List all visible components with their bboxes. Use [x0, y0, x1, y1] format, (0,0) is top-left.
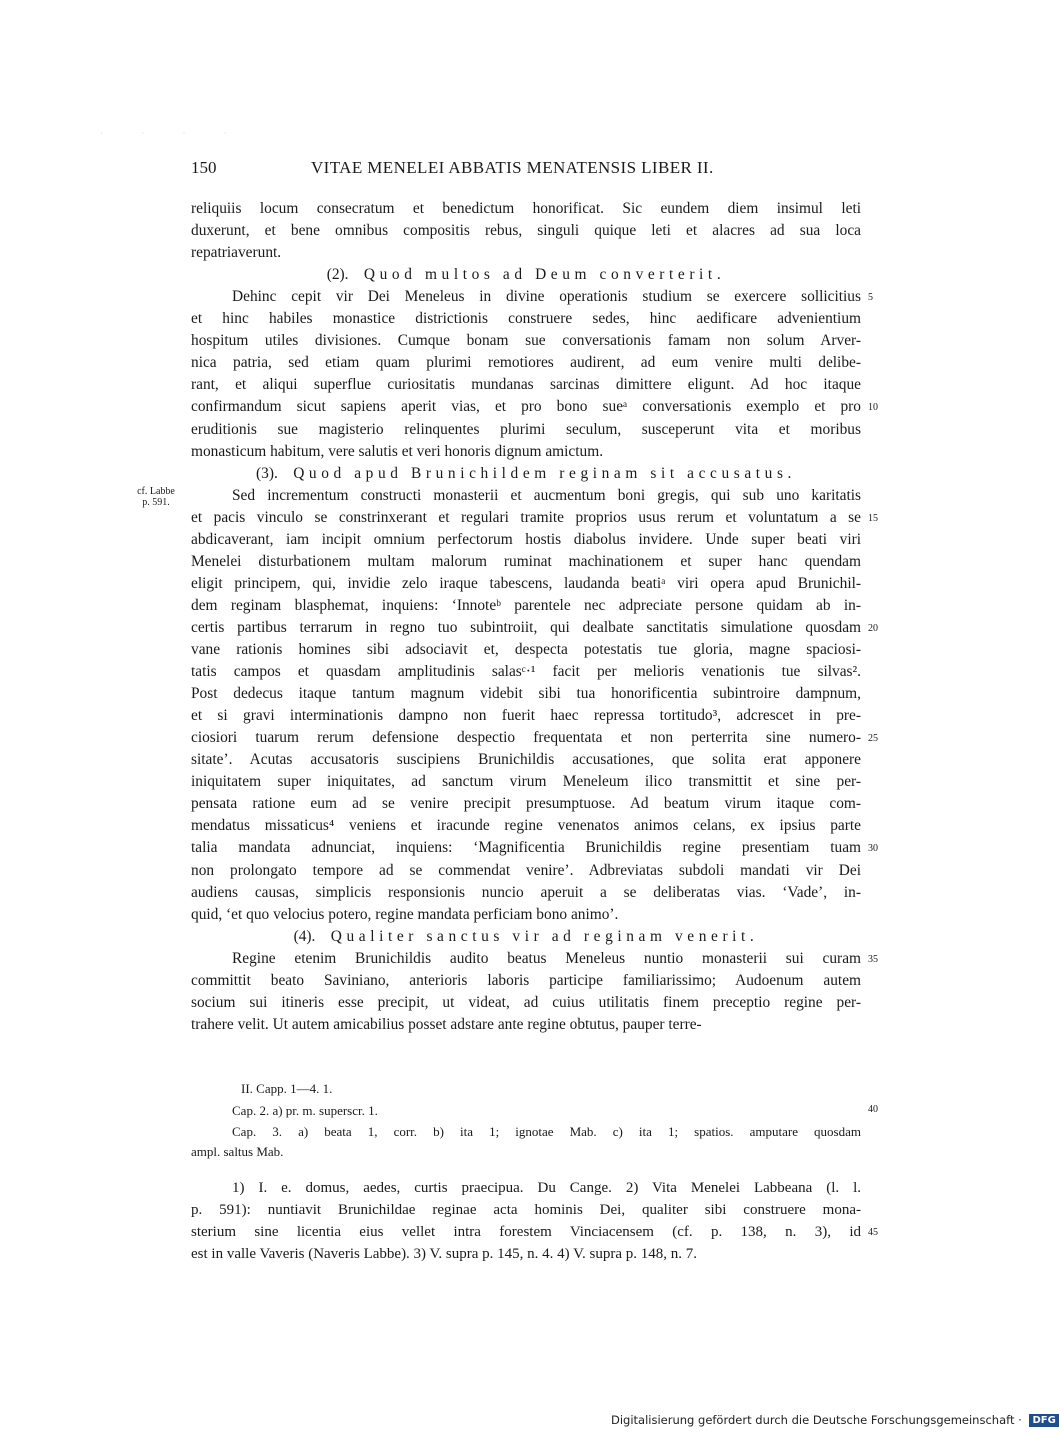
text-line: certis partibus terrarum in regno tuo subintroiit, qui dealbate sanctitatis simulatione quosdam: [191, 619, 861, 636]
text-line: rant, et aliqui superflue curiositatis mundanas sarcinas dimittere eligunt. Ad hoc itaque: [191, 376, 861, 393]
line-number: 15: [868, 513, 878, 524]
text-line: nica patria, sed etiam quam plurimi remotiores audirent, ad eum venire multi delibe-: [191, 354, 861, 371]
text-line: mendatus missaticus⁴ veniens et iracunde regine venenatos animos celans, ex ipsius parte: [191, 817, 861, 834]
text-line: Sed incrementum constructi monasterii et aucmentum boni gregis, qui sub uno karitatis: [232, 487, 861, 504]
line-number: 40: [868, 1104, 878, 1115]
section-title: Qualiter sanctus vir ad reginam venerit.: [330, 928, 759, 945]
section-heading: [191, 926, 861, 948]
text-line: confirmandum sicut sapiens aperit vias, et pro bono sueᵃ conversationis exemplo et pro: [191, 398, 861, 415]
text-line: eruditionis sue magisterio relinquentes plurimi seculum, susceperunt vita et moribus: [191, 421, 861, 438]
footnote-line: p. 591): nuntiavit Brunichildae reginae acta hominis Dei, qualiter sibi construere mona-: [191, 1202, 861, 1218]
text-line: tatis campos et quasdam amplitudinis salasᶜ·¹ facit per melioris venationis tue silvas².: [191, 663, 861, 680]
text-line: et si gravi interminationis dampno non fuerit haec repressa tortitudo³, adcrescet in pre-: [191, 707, 861, 724]
text-line: Regine etenim Brunichildis audito beatus Meneleus nuntio monasterii sui curam: [232, 950, 861, 967]
page-number: 150: [191, 158, 217, 177]
line-number: 30: [868, 843, 878, 854]
section-title: Quod apud Brunichildem reginam sit accusatus.: [293, 465, 796, 482]
text-line: hospitum utiles divisiones. Cumque bonam sue conversationis famam non solum Arver-: [191, 332, 861, 349]
footnote-line: 1) I. e. domus, aedes, curtis praecipua. Du Cange. 2) Vita Menelei Labbeana (l. l.: [232, 1180, 861, 1196]
apparatus-line: Cap. 3. a) beata 1, corr. b) ita 1; ignotae Mab. c) ita 1; spatios. amputare quosdam: [232, 1124, 861, 1139]
text-line: socium sui itineris esse precipit, ut videat, ad cuius utilitatis finem preceptio regine per-: [191, 994, 861, 1011]
text-line: Dehinc cepit vir Dei Meneleus in divine operationis studium se exercere sollicitius: [232, 288, 861, 305]
text-line: Post dedecus itaque tantum magnum videbit sibi tua honorificentia subintroire dampnum,: [191, 685, 861, 702]
line-number: 10: [868, 402, 878, 413]
section-heading: [191, 264, 861, 286]
text-line: abdicaverant, iam incipit omnium perfectorum hostis diabolus invidere. Unde super beati viri: [191, 531, 861, 548]
line-number: 20: [868, 623, 878, 634]
text-line: et pacis vinculo se constrinxerant et regulari tramite proprios usus rerum et voluntatum a se: [191, 509, 861, 526]
section-number: (2).: [326, 266, 349, 283]
dfg-logo: DFG: [1029, 1414, 1058, 1427]
text-line: committit beato Saviniano, anterioris laboris participe familiarissimo; Audoenum autem: [191, 972, 861, 989]
text-line: repatriaverunt.: [191, 244, 282, 261]
line-number: 25: [868, 733, 878, 744]
text-line: talia mandata adnunciat, inquiens: ‘Magnificentia Brunichildis regine presentiam tuam: [191, 839, 861, 856]
text-line: Menelei disturbationem multam malorum ruminat machinationem et super hanc quendam: [191, 553, 861, 570]
digitization-credit: [611, 1413, 1059, 1427]
apparatus-line: Cap. 2. a) pr. m. superscr. 1.: [232, 1103, 378, 1118]
apparatus-line: II. Capp. 1—4. 1.: [241, 1081, 333, 1096]
running-title: VITAE MENELEI ABBATIS MENATENSIS LIBER II.: [311, 158, 714, 177]
section-title: Quod multos ad Deum converterit.: [363, 266, 726, 283]
text-line: vane rationis homines sibi adsociavit et, despecta potestatis tue gloria, magne spaciosi-: [191, 641, 861, 658]
line-number: 5: [868, 292, 873, 303]
section-number: (3).: [256, 465, 278, 482]
apparatus-line: ampl. saltus Mab.: [191, 1144, 284, 1159]
text-line: monasticum habitum, vere salutis et veri honoris dignum amictum.: [191, 443, 604, 460]
section-heading: [191, 463, 861, 485]
text-line: reliquiis locum consecratum et benedictum honorificat. Sic eundem diem insimul leti: [191, 200, 861, 217]
text-line: dem reginam blasphemat, inquiens: ‘Innoteᵇ parentele nec adpreciate persone quidam ab in-: [191, 597, 861, 614]
text-line: audiens causas, simplicis responsionis nuncio aperuit a se deliberatas vias. ‘Vade’, in-: [191, 884, 861, 901]
running-head: [191, 158, 861, 184]
text-line: trahere velit. Ut autem amicabilius posset adstare ante regine obtutus, pauper terre-: [191, 1016, 702, 1033]
text-line: ciosiori tuarum rerum defensione despectio frequentata et non perterrita sine numero-: [191, 729, 861, 746]
margin-note: cf. Labbe p. 591.: [137, 486, 175, 508]
scan-specks: · · · ·: [100, 128, 245, 138]
footnote-line: est in valle Vaveris (Naveris Labbe). 3) V. supra p. 145, n. 4. 4) V. supra p. 148, n. 7.: [191, 1246, 698, 1262]
line-number: 45: [868, 1227, 878, 1238]
text-line: pensata ratione eum ad se venire precipit presumptuose. Ad beatum virum itaque com-: [191, 795, 861, 812]
text-line: eligit principem, qui, invidie zelo iraque tabescens, laudanda beatiᵃ viri opera apud Brunichil-: [191, 575, 861, 592]
footnote-line: sterium sine licentia eius vellet intra forestem Vinciacensem (cf. p. 138, n. 3), id: [191, 1224, 861, 1240]
text-line: duxerunt, et bene omnibus compositis rebus, singuli quique leti et alacres ad sua loca: [191, 222, 861, 239]
credit-text: Digitalisierung gefördert durch die Deutsche Forschungsgemeinschaft ·: [611, 1413, 1022, 1427]
text-line: iniquitatem super iniquitates, ad sanctum virum Meneleum ilico transmittit et sine per-: [191, 773, 861, 790]
text-line: non prolongato tempore ad se commendat venire’. Adbreviatas subdoli mandati vir Dei: [191, 862, 861, 879]
text-line: et hinc habiles monastice districtionis construere sedes, hinc aedificare advenientium: [191, 310, 861, 327]
section-number: (4).: [293, 928, 316, 945]
text-line: quid, ‘et quo velocius potero, regine mandata perficiam bono animo’.: [191, 906, 619, 923]
text-line: sitate’. Acutas accusatoris suscipiens Brunichildis accusationes, que solita erat apponere: [191, 751, 861, 768]
line-number: 35: [868, 954, 878, 965]
